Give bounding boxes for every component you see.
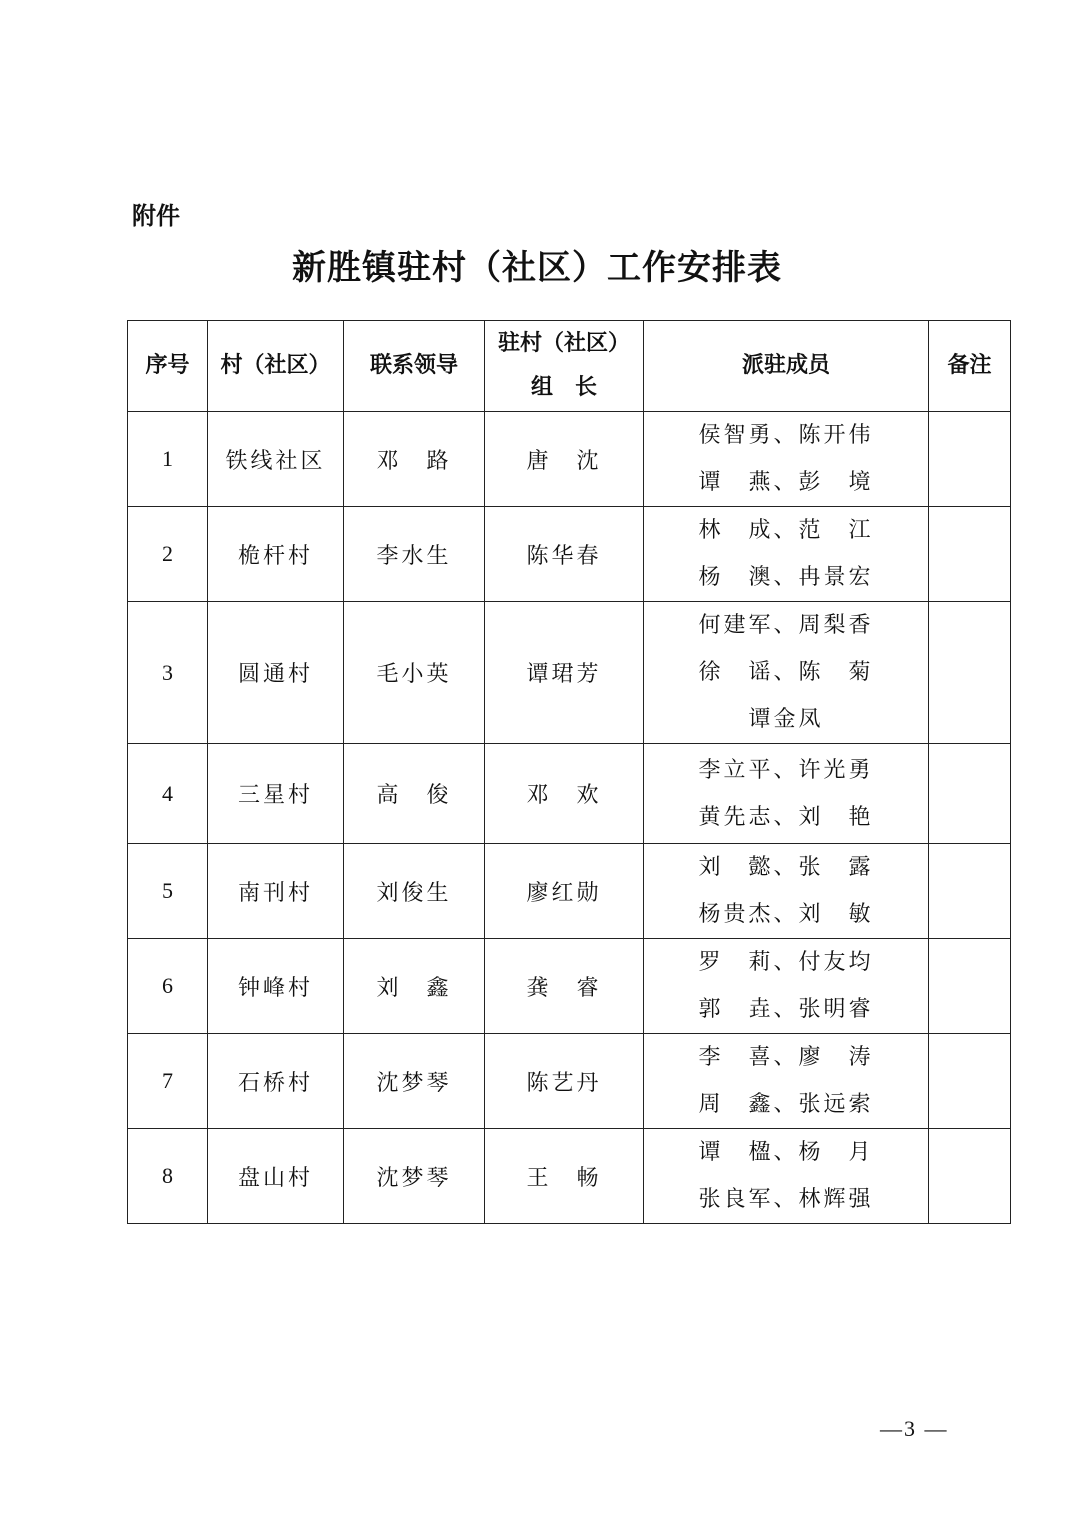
member-line: 李立平、许光勇 — [698, 757, 874, 783]
member-line: 黄先志、刘 艳 — [698, 804, 874, 830]
cell-remarks — [929, 1129, 1011, 1224]
cell-members — [644, 602, 929, 744]
cell-leader: 沈梦琴 — [344, 1129, 485, 1224]
cell-members — [644, 412, 929, 507]
table-row — [128, 1034, 1011, 1129]
cell-remarks — [929, 844, 1011, 939]
member-line: 李 喜、廖 涛 — [698, 1045, 874, 1070]
cell-leader: 沈梦琴 — [344, 1034, 485, 1129]
cell-seq: 3 — [128, 602, 208, 744]
member-line: 林 成、范 江 — [698, 518, 874, 543]
cell-group-head: 廖红勋 — [485, 844, 644, 939]
cell-village: 石桥村 — [208, 1034, 344, 1129]
member-line: 何建军、周梨香 — [698, 613, 874, 638]
document-title: 新胜镇驻村（社区）工作安排表 — [292, 248, 782, 288]
header-village: 村（社区） — [208, 321, 344, 412]
cell-seq: 2 — [128, 507, 208, 602]
member-line: 郭 垚、张明睿 — [698, 997, 874, 1022]
header-seq: 序号 — [128, 321, 208, 412]
cell-village: 南刊村 — [208, 844, 344, 939]
cell-village: 三星村 — [208, 744, 344, 844]
cell-members — [644, 744, 929, 844]
header-leader: 联系领导 — [344, 321, 485, 412]
cell-seq: 6 — [128, 939, 208, 1034]
table-row — [128, 602, 1011, 744]
member-line: 谭金凤 — [748, 707, 824, 732]
member-line: 谭 楹、杨 月 — [698, 1140, 874, 1165]
table-row — [128, 744, 1011, 844]
cell-remarks — [929, 744, 1011, 844]
header-group-head — [485, 321, 644, 412]
cell-seq: 1 — [128, 412, 208, 507]
cell-members — [644, 939, 929, 1034]
cell-group-head: 谭珺芳 — [485, 602, 644, 744]
header-group-head-line2: 组 长 — [530, 375, 597, 400]
table-row — [128, 844, 1011, 939]
member-line: 杨贵杰、刘 敏 — [698, 902, 874, 927]
cell-leader: 邓 路 — [344, 412, 485, 507]
table-row — [128, 1129, 1011, 1224]
header-members: 派驻成员 — [644, 321, 929, 412]
member-line: 刘 懿、张 露 — [698, 855, 874, 880]
table-row — [128, 939, 1011, 1034]
cell-remarks — [929, 507, 1011, 602]
cell-group-head: 王 畅 — [485, 1129, 644, 1224]
cell-remarks — [929, 412, 1011, 507]
cell-group-head: 陈艺丹 — [485, 1034, 644, 1129]
cell-members — [644, 507, 929, 602]
table-row — [128, 412, 1011, 507]
attachment-label: 附件 — [132, 202, 180, 230]
cell-remarks — [929, 602, 1011, 744]
cell-seq: 7 — [128, 1034, 208, 1129]
cell-village: 盘山村 — [208, 1129, 344, 1224]
cell-members — [644, 844, 929, 939]
cell-village: 桅杆村 — [208, 507, 344, 602]
assignment-table — [127, 320, 1011, 1224]
table-row — [128, 507, 1011, 602]
member-line: 杨 澳、冉景宏 — [698, 565, 874, 590]
member-line: 侯智勇、陈开伟 — [698, 423, 874, 448]
table-body — [128, 412, 1011, 1224]
cell-remarks — [929, 939, 1011, 1034]
member-line: 罗 莉、付友均 — [698, 950, 874, 975]
cell-leader: 李水生 — [344, 507, 485, 602]
cell-leader: 刘 鑫 — [344, 939, 485, 1034]
cell-group-head: 唐 沈 — [485, 412, 644, 507]
table-header-row — [128, 321, 1011, 412]
cell-seq: 5 — [128, 844, 208, 939]
cell-village: 钟峰村 — [208, 939, 344, 1034]
cell-leader: 刘俊生 — [344, 844, 485, 939]
cell-village: 铁线社区 — [208, 412, 344, 507]
cell-members — [644, 1129, 929, 1224]
member-line: 徐 谣、陈 菊 — [698, 660, 874, 685]
page-number: —3 — — [880, 1416, 949, 1441]
member-line: 张良军、林辉强 — [698, 1187, 874, 1212]
cell-group-head: 陈华春 — [485, 507, 644, 602]
cell-members — [644, 1034, 929, 1129]
member-line: 谭 燕、彭 境 — [698, 470, 874, 495]
cell-seq: 8 — [128, 1129, 208, 1224]
cell-group-head: 龚 睿 — [485, 939, 644, 1034]
member-line: 周 鑫、张远索 — [698, 1092, 874, 1117]
cell-leader: 毛小英 — [344, 602, 485, 744]
header-remarks: 备注 — [929, 321, 1011, 412]
cell-leader: 高 俊 — [344, 744, 485, 844]
cell-village: 圆通村 — [208, 602, 344, 744]
cell-remarks — [929, 1034, 1011, 1129]
cell-group-head: 邓 欢 — [485, 744, 644, 844]
cell-seq: 4 — [128, 744, 208, 844]
header-group-head-line1: 驻村（社区） — [497, 331, 630, 356]
